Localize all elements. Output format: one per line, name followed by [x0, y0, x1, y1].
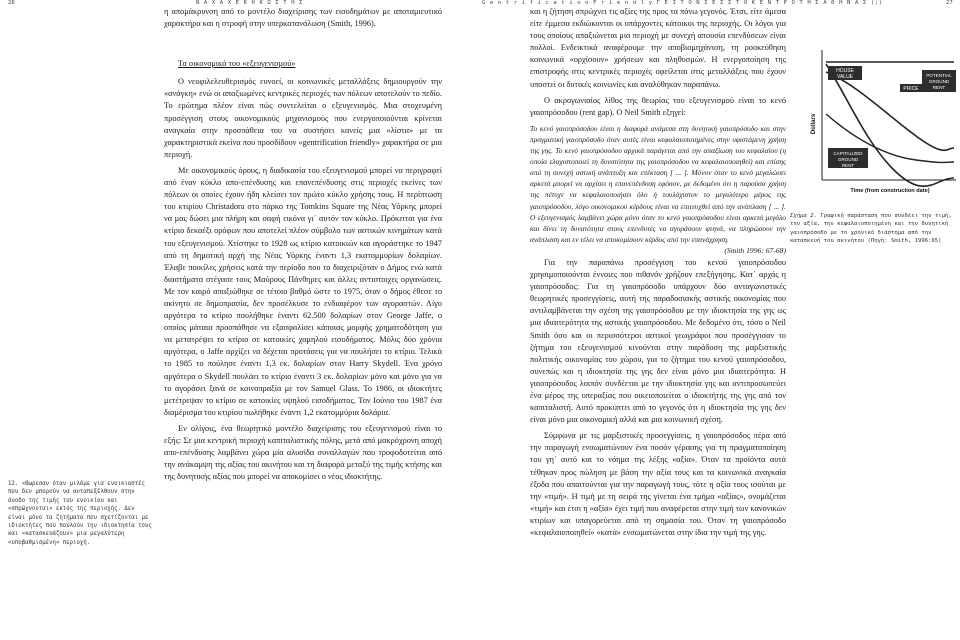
caption-title: Σχήμα 2. — [790, 213, 817, 219]
right-page — [480, 0, 960, 640]
capitalized-rent-label: CAPITALIZED GROUND RENT — [833, 151, 863, 168]
rent-gap-figure — [806, 44, 958, 204]
running-head: Ν Α Χ Α Χ Ε Κ Η Κ Ω Σ Τ Η Σ — [196, 0, 304, 6]
paragraph: και η ζήτηση σπρώχνει τις αξίες της προς τα πάνω γεγονός. Έτσι, είτε άμεσα είτε έμμεσα εκδιώκονται οι υπάρχοντες κάτοικοι της περιοχής. Οι λόγοι για τους οποίους απαξιώνεται μια περιοχή με συνεχή απουσία επενδύσεων είναι πολλοί. Ενδεικτικά αναφέρουμε την αποβιομηχάνιση, τη ροοκεύθηση κοινωνικά «ορχίσουν» χρήσεων και πληθυσμών. Η ενεργοποίηση της επιστροφής στις κεντρικές περιοχές οφείλεται στις μεταλλάξεις που έχουν υποστεί οι δυτικές κοινωνίες και αναλύθηκαν παραπάνω. — [530, 7, 786, 89]
paragraph: Για την παραπάνω προσέγγιση του κενού γαιοπρόσοδου χρησιμοποιούνται έννοιες που πιθανόν χρήζουν επεξήγησης. Κατ΄ αρχάς η γαιοπρόσοδος: Για τη γαιοπρόσοδο υπάρχουν δύο ανταγωνιστικές θεωρητικές προσεγγίσεις, αυτή της παραδοσιακής αστικής οικονομίας που αντιλαμβάνεται την σχέση της γαιοπρόσοδου με την ιδιοκτησία της γης ως μια ιδιαιτερότητα της αστικής γαιοπρόσοδου. Με δεδομένο ότι, τόσο ο Neil Smith όσο και οι περισσότεροι αστικοί γεωγράφοι που προσέγγισαν το ζήτημα του εξευγενισμού κινούνται στην παράδοση της μαρξιστικής πολιτικής οικονομίας του χώρου, για το ζήτημα του κενού γαιοπρόσοδου, συνεπώς και η ιδιοκτησία της γης δεν είναι μόνο μια ιδιαιτερότητα. Η γαιοπρόσοδος λοιπόν συνδέεται με την ιδιοκτησία γης και αντιπροσωπεύει ένα μέρος της υπεραξίας που οικειοποιείται ο ιδιοκτήτης της γης από τον καπιταλιστή. Αυτό προκύπτει από το γεγονός ότι η ιδιοκτησία της γης δεν είναι μόνο μια οικονομική αλλά και μια κοινωνική σχέση. — [530, 257, 786, 425]
page-number: 26 — [8, 0, 15, 6]
quote-citation: (Smith 1996: 67-68) — [724, 245, 786, 255]
paragraph: η απομάκρυνση από το μοντέλο διαχείρισης των εισοδημάτων με αποταμιευτικό χαρακτήρα και η στροφή στην υπερκατανάλωση (Smith, 1996). — [164, 7, 442, 29]
main-text-column — [164, 6, 442, 483]
x-axis-label: Time (from construction date) — [850, 188, 930, 194]
footnote: 12. «Θωρεσαν όταν μιλάμε για ενοικιαστές που δεν μπορούν να ανταπεξέλθουν στην άνοδο της τιμής του ενοικίου και «σπρώχνονται» εκτός της περιοχής. Δεν είναι μόνο τα ζητήματα που σχετίζονται με ιδιοκτήτες που πουλούν την ιδιοκτησία τους και «κατασκευάζουν» μια μεγαλύτερη «υποβαθμισμένη» περιοχή. — [8, 481, 152, 546]
paragraph: Ο ακρογωνιαίος λίθος της θεωρίας του εξευγενισμού είναι το κενό γαιοπρόσοδου (rent gap). Ο Neil Smith εξηγεί: — [530, 95, 786, 117]
y-axis-label: Dollars — [811, 113, 817, 135]
figure-caption — [790, 212, 958, 246]
paragraph: Εν ολίγοις, ένα θεωρητικό μοντέλο διαχείρισης του εξευγενισμού είναι το εξής: Σε μια κεντρική περιοχή καπιταλιστικής πόλης, μετά από μακρόχρονη αποχή απο-επένδυσης λαμβάνει χώρα μία αλυσίδα συναλλαγών που τροφοδοτείται από την ανάκαμψη της αξίας του ακινήτου και τη διαφορά μεταξύ της τιμής κτήσης και της δυνητικής αξίας που μπορεί να αποκομίσει ο νέος ιδιοκτήτης. — [164, 423, 442, 482]
paragraph: Με οικονομικούς όρους, η διαδικασία του εξευγενισμού μπορεί να περιγραφεί από έναν κύκλο απο-επένδυσης και επανεπένδυσης στις περιοχές εκείνες των πόλεων οι οποίες έχουν ήδη κλείσει τον πρώτο κύκλο χρήσης τους. Η περίπτωση του κτιρίου Christadora στο πάρκο της Tomkins Square της Νέας Υόρκης μπορεί να μας δώσει μια πλήρη και σαφή εικόνα γι΄ αυτόν τον κύκλο. Πρόκειται για ένα κτίριο δεκαέξι ορόφων που αποτελεί πλέον σύμβολο των αστικών κινημάτων κατά του εξευγενισμού. Χτίστηκε το 1928 ως κτίριο κατοικιών και αγοράστηκε το 1947 από τη δημοτική αρχή της Νέας Υόρκης έναντι 1,3 εκατομμυρίων δολαρίων. Έλαβε ποικίλες χρήσεις κατά την περίοδο που το διαχειριζόταν ο Δήμος ενώ κατά διαστήματα στέγασε τους Μαύρους Πάνθηρες και άλλες αντιστοιχες οργανώσεις. Με τον καιρό απαξιώθηκε σε τέτοιο βαθμό ώστε το 1975, όταν ο δήμος έθεσε το ακίνητο σε δημοπρασία, δεν προσέλκυσε το ενδιαφέρον των αγοραστών. Λίγο αργότερα το κτίριο πουλήθηκε έναντι 62.500 δολαρίων στον George Jaffe, ο οποίος μάταια προσπάθησε να εξασφαλίσει κάποιας μορφής χρηματοδότηση για να μετατρέψει το κτίριο σε κατοικίες χαμηλού εισοδήματος. Μόλις δύο χρόνια αργότερα, ο Jaffe αρχίζει να δέχεται προτάσεις για να πουλήσει το κτίριο. Τελικά το 1985 το πούλησε έναντι 1,3 εκ. δολαρίων στον Harry Skydell. Ένα χρόνο αργότερα ο Skydell πουλάει το κτίριο έναντι 3 εκ. δολαρίων μόνο και μόνο για να το αγοράσει ξανά σε κοινοπραξία με τον Samuel Glass. Το 1986, οι ιδιοκτήτες μετέτρεψαν το κτίριο σε κατοικίες υψηλού εισοδήματος. Τον Ιούνιο του 1987 ένα διαμέρισμα του κτιρίου πωλήθηκε έναντι 1,2 εκατομμύρια δολάρια. — [164, 165, 442, 417]
main-text-column — [530, 6, 786, 539]
block-quote: Το κενό γαιοπρόσοδου είναι η διαφορά ανάμεσα στη δυνητική γαιοπρόσοδο και στην πραγματική γαιοπρόσοδο όταν αυτές είναι κεφαλαιοποιημένες στην υφιστάμενη χρήση της γης. Το κενό γαιοπρόσοδου αρχικά παράγεται από την απαξίωση του κεφαλαίου (η οποία ελαχιστοποιεί τη δυνατότητα της γαιοπρόσοδου να κεφαλαιοποιηθεί) και επίσης από τη συνεχή αστική ανάπτυξη και επέκταση [ ... ]. Μόνον όταν το κενό μεγαλώσει αρκετά μπορεί να αρχίσει η επανεπένδυση εφόσον, με δεδομένο ότι η παρούσα χρήση της πέτυχε να κεφαλαιοποιήσει όλο ή τουλάχιστον το μεγαλύτερο μέρος της γαιοπρόσοδου, λόγο οικονομικού κέρδους είναι να επιτευχθεί από την ανάπλαση [ ... ]. Ο εξευγενισμός λαμβάνει χώρα μόνο όταν το κενό γαιοπρόσοδου είναι αρκετά μεγάλο και δίνει τη δυνατότητα στους επενδυτές να αγοράσουν φτηνά, να πληρώσουν την ανάπλαση και εν τέλει να αποκομίσουν κέρδος από την επανάχρηση. — [530, 123, 786, 244]
house-value-label: HOUSE VALUE — [836, 68, 854, 80]
rent-gap-diagram — [806, 44, 958, 204]
page-number: 27 — [946, 0, 953, 6]
potential-rent-label: POTENTIAL GROUND RENT — [926, 73, 952, 90]
running-head: G e n t r i f i c a t i o n F r i e n d l y Γ Ε Ι Τ Ο Ν Ι Ε Σ Σ Τ Ο Κ Ε Ν Τ Ρ Ο Τ Η Σ Α Θ Η Ν Α Σ (;) — [482, 0, 883, 6]
price-label: PRICE — [903, 86, 919, 92]
paragraph: Σύμφωνα με τις μαρξιστικές προσεγγίσεις, η γαιοπρόσοδος πέρα από την παραγωγή ενσωματώνουν ένα ποσόν γέρασης για τη πραγματοποίηση του γη΄ αυτό και το νόημα της λέξης «αξία». Όταν τα προϊόντα αυτά τέθηκαν προς πώληση με βάση την αξία τους και τα κοινωνικά αναγκαία έξοδα που απαιτούνται για την παραγωγή τους, τότε η αξία τους ισούται με την «τιμή». Η τιμή με τη σειρά της γίνεται ένα τμήμα «αξίας», ονομάζεται «τιμή» και έτσι η «αξία» έχει τιμή που αναφέρεται στην τιμή των κανονικών κτιρίων και υπαγορεύεται από τη σημασία του. Όταν τη γαιοπρόσοδο «κεφαλαιοποιηθεί» «κατά» ενσωματώνεται στην ίδια την τιμή της γης. — [530, 431, 786, 538]
paragraph: Ο νεοφιλελευθερισμός ευνοεί, οι κοινωνικές μεταλλάξεις δημιουργούν την «ανάγκη» ενώ οι απαξιωμένες κεντρικές περιοχές των πόλεων αποτελούν το πεδίο. Το ερώτημα πλέον είναι πώς συντελείται ο εξευγενισμός. Μια στοχευμένη προσέγγιση στους οικονομικούς μηχανισμούς που ενεργοποιούνται κρίνεται αναγκαία στην προσπάθεια του να συστήσει κανείς μια «λίστα» με τα χαρακτηριστικά εκείνα που προσδίδουν «gentrification friendly» χαρακτήρα σε μια περιοχή. — [164, 77, 442, 159]
section-heading: Τα οικονομικά του «εξευγενισμού» — [178, 59, 296, 69]
caption-text: Γραφική παράσταση που συνδέει την τιμή, την αξία, την κεφαλαιοποιημένη και την δυνητική γαιοπρόσοδο με το χρονικό διάστημα από την κατασκευή του ακινήτου (Πηγή: Smith, 1996:65) — [790, 213, 952, 245]
